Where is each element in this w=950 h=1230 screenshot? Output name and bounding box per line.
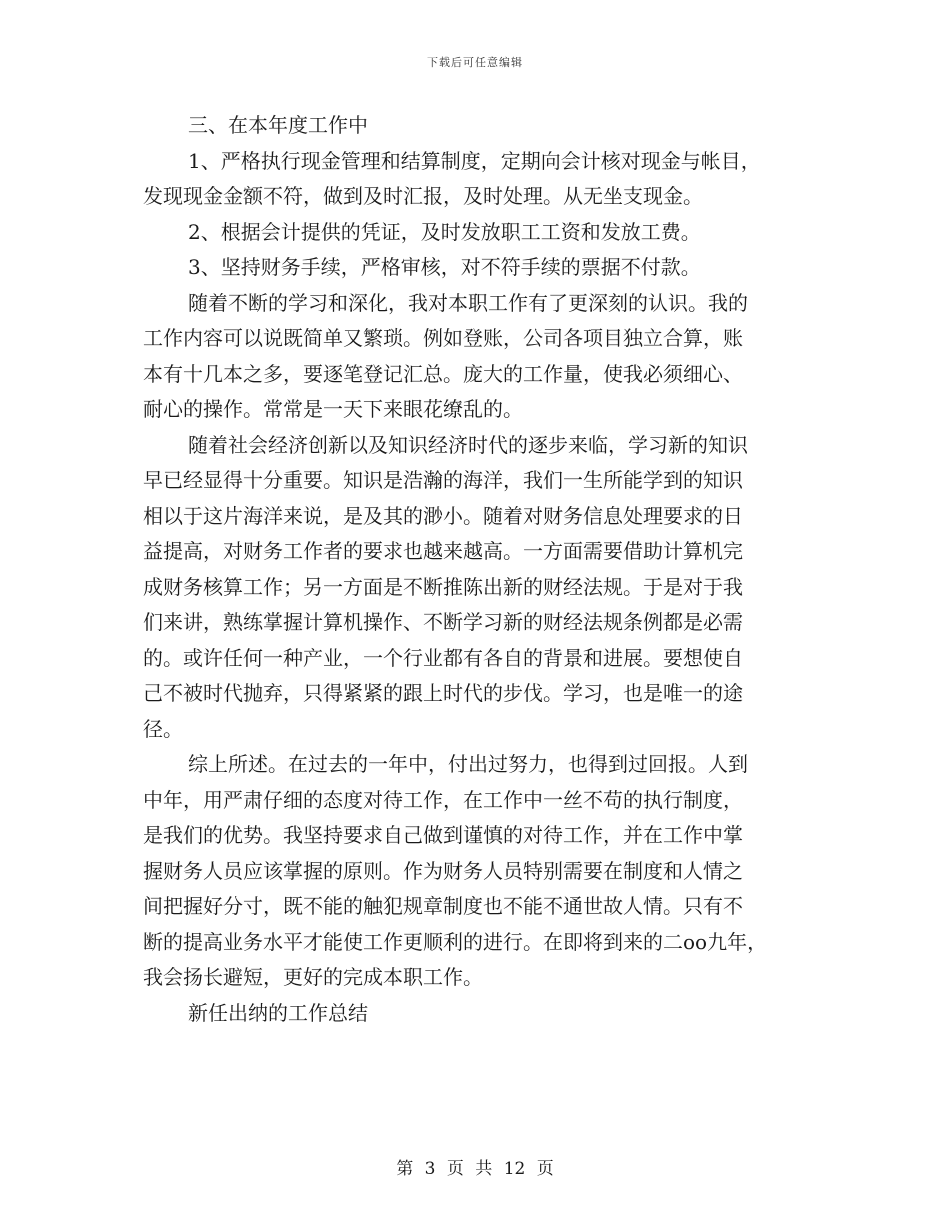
text-line: 相以于这片海洋来说，是及其的渺小。随着对财务信息处理要求的日 — [143, 503, 743, 528]
text-line: 2、根据会计提供的凭证，及时发放职工工资和发放工费。 — [188, 219, 701, 244]
text-line: 随着社会经济创新以及知识经济时代的逐步来临，学习新的知识 — [188, 432, 748, 457]
text-line: 我会扬长避短，更好的完成本职工作。 — [143, 965, 483, 989]
text-line: 径。 — [143, 716, 183, 741]
text-line: 综上所述。在过去的一年中，付出过努力，也得到过回报。人到 — [188, 752, 748, 776]
text-line: 间把握好分寸，既不能的触犯规章制度也不能不通世故人情。只有不 — [143, 894, 743, 918]
next-section-title: 新任出纳的工作总结 — [188, 1000, 368, 1025]
text-line: 益提高，对财务工作者的要求也越来越高。一方面需要借助计算机完 — [143, 539, 743, 563]
text-line: 3、坚持财务手续，严格审核，对不符手续的票据不付款。 — [188, 255, 701, 279]
page-number: 第 3 页 共 12 页 — [396, 1159, 554, 1179]
page-header-note: 下载后可任意编辑 — [427, 56, 523, 69]
text-line: 己不被时代抛弃，只得紧紧的跟上时代的步伐。学习，也是唯一的途 — [143, 681, 743, 705]
document-body — [143, 108, 813, 1031]
section-heading: 三、在本年度工作中 — [188, 113, 368, 137]
text-line: 们来讲，熟练掌握计算机操作、不断学习新的财经法规条例都是必需 — [143, 610, 743, 634]
text-line: 握财务人员应该掌握的原则。作为财务人员特别需要在制度和人情之 — [143, 858, 743, 883]
text-line: 早已经显得十分重要。知识是浩瀚的海洋，我们一生所能学到的知识 — [143, 468, 743, 492]
text-line: 中年，用严肃仔细的态度对待工作，在工作中一丝不苟的执行制度， — [143, 787, 743, 812]
text-line: 的。或许任何一种产业，一个行业都有各自的背景和进展。要想使自 — [143, 645, 743, 670]
text-line: 发现现金金额不符，做到及时汇报，及时处理。从无坐支现金。 — [143, 184, 703, 208]
text-line: 随着不断的学习和深化，我对本职工作有了更深刻的认识。我的 — [188, 290, 748, 315]
text-line: 断的提高业务水平才能使工作更顺利的进行。在即将到来的二oo九年， — [143, 929, 768, 954]
text-line: 耐心的操作。常常是一天下来眼花缭乱的。 — [143, 397, 523, 421]
text-line: 1、严格执行现金管理和结算制度，定期向会计核对现金与帐目， — [188, 148, 761, 173]
text-line: 本有十几本之多，要逐笔登记汇总。庞大的工作量，使我必须细心、 — [143, 361, 743, 386]
text-line: 是我们的优势。我坚持要求自己做到谨慎的对待工作，并在工作中掌 — [143, 823, 743, 847]
text-line: 工作内容可以说既简单又繁琐。例如登账，公司各项目独立合算，账 — [143, 326, 743, 350]
text-line: 成财务核算工作；另一方面是不断推陈出新的财经法规。于是对于我 — [143, 574, 743, 599]
